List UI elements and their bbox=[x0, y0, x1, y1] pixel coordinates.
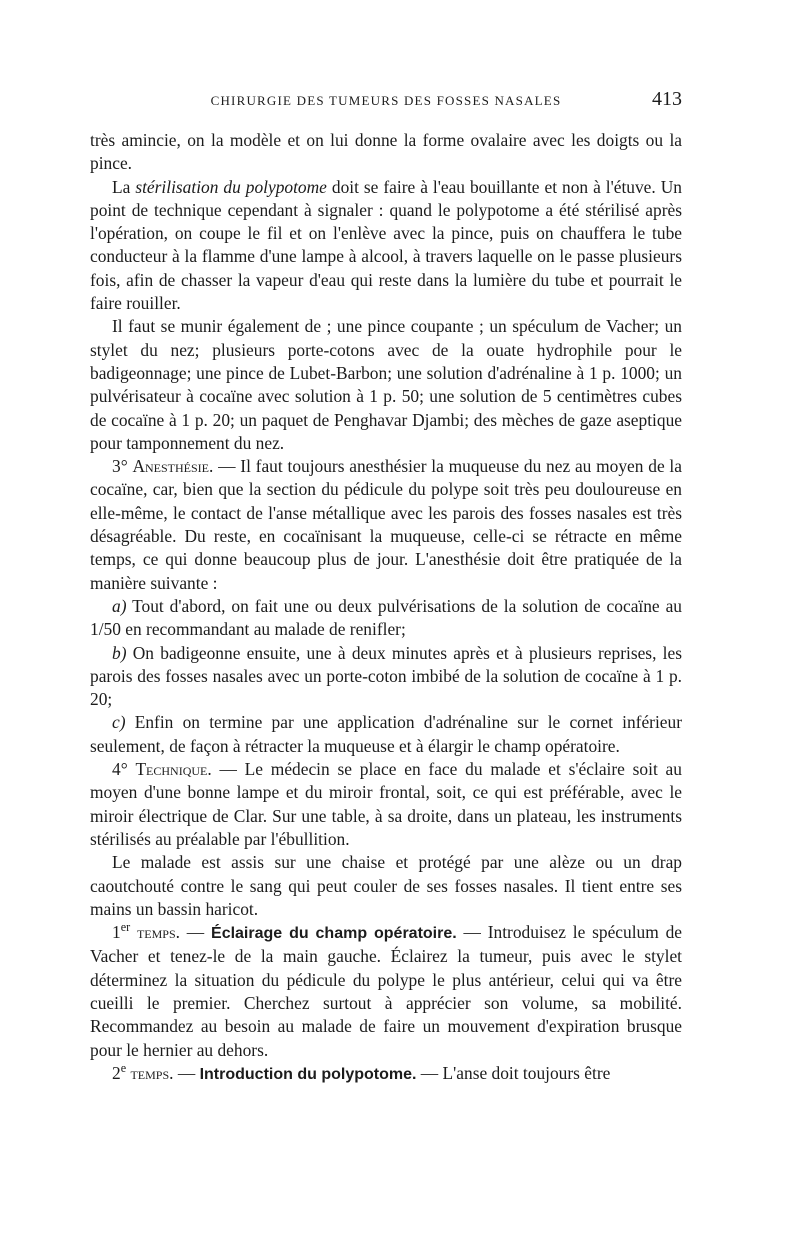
list-item-a bbox=[90, 595, 682, 642]
paragraph-instruments bbox=[90, 315, 682, 455]
paragraph-text: très amincie, on la modèle et on lui donne la forme ovalaire avec les doigts ou la pince. bbox=[90, 130, 682, 174]
section-number: 3° bbox=[112, 456, 128, 477]
paragraph-malade bbox=[90, 851, 682, 921]
step-second bbox=[90, 1062, 682, 1086]
dash: — bbox=[180, 922, 212, 943]
paragraph-text: Enfin on termine par une application d'adrénaline sur le cornet inférieur seulement, de façon à rétracter la muqueuse et à élargir le champ opératoire. bbox=[90, 712, 682, 756]
list-label: c) bbox=[112, 712, 126, 733]
running-title: CHIRURGIE DES TUMEURS DES FOSSES NASALES bbox=[210, 93, 562, 108]
list-item-c bbox=[90, 711, 682, 758]
step-label: temps. bbox=[130, 922, 180, 943]
paragraph-text: — Le médecin se place en face du malade et s'éclaire soit au moyen d'une bonne lampe et du miroir frontal, soit, ce qui est préférable, avec le miroir électrique de Clar. Sur une table, à sa droite, dans un plateau, les instruments stérilisés au préalable par l'ébullition. bbox=[90, 759, 682, 849]
body-text bbox=[90, 129, 682, 1086]
step-first bbox=[90, 921, 682, 1062]
section-number: 4° bbox=[112, 759, 128, 780]
paragraph-text: — Il faut toujours anesthésier la muqueuse du nez au moyen de la cocaïne, car, bien que la section du pédicule du polype soit très peu douloureuse en elle-même, le contact de l'anse métallique avec les parois des fosses nasales est très désagréable. Du reste, en cocaïnisant la muqueuse, celle-ci se rétracte en même temps, ce qui donne beaucoup plus de jour. L'anesthésie doit être pratiquée de la manière suivante : bbox=[90, 456, 682, 593]
step-heading: Éclairage du champ opératoire. bbox=[211, 925, 457, 943]
paragraph-text: Il faut se munir également de ; une pince coupante ; un spéculum de Vacher; un stylet du nez; plusieurs porte-cotons avec de la ouate hydrophile pour le badigeonnage; une pince de Lubet-Barbon; une solution d'adrénaline à 1 p. 1000; un pulvérisateur à cocaïne avec solution à 1 p. 50; une solution de 5 centimètres cubes de cocaïne à 1 p. 20; un paquet de Penghavar Djambi; des mèches de gaze aseptique pour tamponnement du nez. bbox=[90, 316, 682, 453]
paragraph-text: On badigeonne ensuite, une à deux minutes après et à plusieurs reprises, les parois des fosses nasales avec un porte-coton imbibé de la solution de cocaïne à 1 p. 20; bbox=[90, 642, 682, 710]
section-technique bbox=[90, 758, 682, 851]
section-anesthesie bbox=[90, 455, 682, 595]
paragraph-text: La bbox=[112, 176, 136, 197]
emphasis-term: stérilisation du polypotome bbox=[135, 176, 327, 197]
page-number: 413 bbox=[652, 88, 682, 110]
section-heading: Anesthésie. bbox=[132, 456, 214, 477]
paragraph-text: — L'anse doit toujours être bbox=[416, 1062, 611, 1083]
step-number: 2 bbox=[112, 1062, 121, 1083]
paragraph-continuation bbox=[90, 129, 682, 176]
running-header bbox=[90, 88, 682, 112]
ordinal-suffix: e bbox=[120, 1061, 127, 1076]
section-heading: Technique. bbox=[135, 759, 212, 780]
list-item-b bbox=[90, 642, 682, 712]
paragraph-sterilisation bbox=[90, 176, 682, 316]
paragraph-text: doit se faire à l'eau bouillante et non à l'étuve. Un point de technique cependant à signaler : quand le polypotome a été stérilisé après l'opération, on coupe le fil et on l'enlève avec la pince, puis on chauffera le tube conducteur à la flamme d'une lampe à alcool, à travers laquelle on le passe plusieurs fois, afin de chasser la vapeur d'eau qui reste dans la lumière du tube et pourrait le faire rouiller. bbox=[90, 176, 682, 314]
paragraph-text: Le malade est assis sur une chaise et protégé par une alèze ou un drap caoutchouté contre le sang qui peut couler de ses fosses nasales. Il tient entre ses mains un bassin haricot. bbox=[90, 852, 682, 919]
paragraph-text: Tout d'abord, on fait une ou deux pulvérisations de la solution de cocaïne au 1/50 en recommandant au malade de renifler; bbox=[90, 595, 682, 640]
step-heading: Introduction du polypotome. bbox=[199, 1065, 417, 1083]
paragraph-text: — Introduisez le spéculum de Vacher et tenez-le de la main gauche. Éclairez la tumeur, puis avec le stylet déterminez la situation du pédicule du polype le plus antérieur, celui qui va être cueilli le premier. Cherchez surtout à apprécier son volume, sa mobilité. Recommandez au besoin au malade de faire un mouvement d'expiration brusque pour le hernier au dehors. bbox=[90, 922, 682, 1060]
ordinal-suffix: er bbox=[120, 920, 131, 935]
dash: — bbox=[173, 1062, 200, 1083]
step-number: 1 bbox=[112, 922, 121, 943]
step-label: temps. bbox=[126, 1062, 174, 1083]
list-label: a) bbox=[112, 595, 127, 616]
list-label: b) bbox=[112, 642, 127, 663]
